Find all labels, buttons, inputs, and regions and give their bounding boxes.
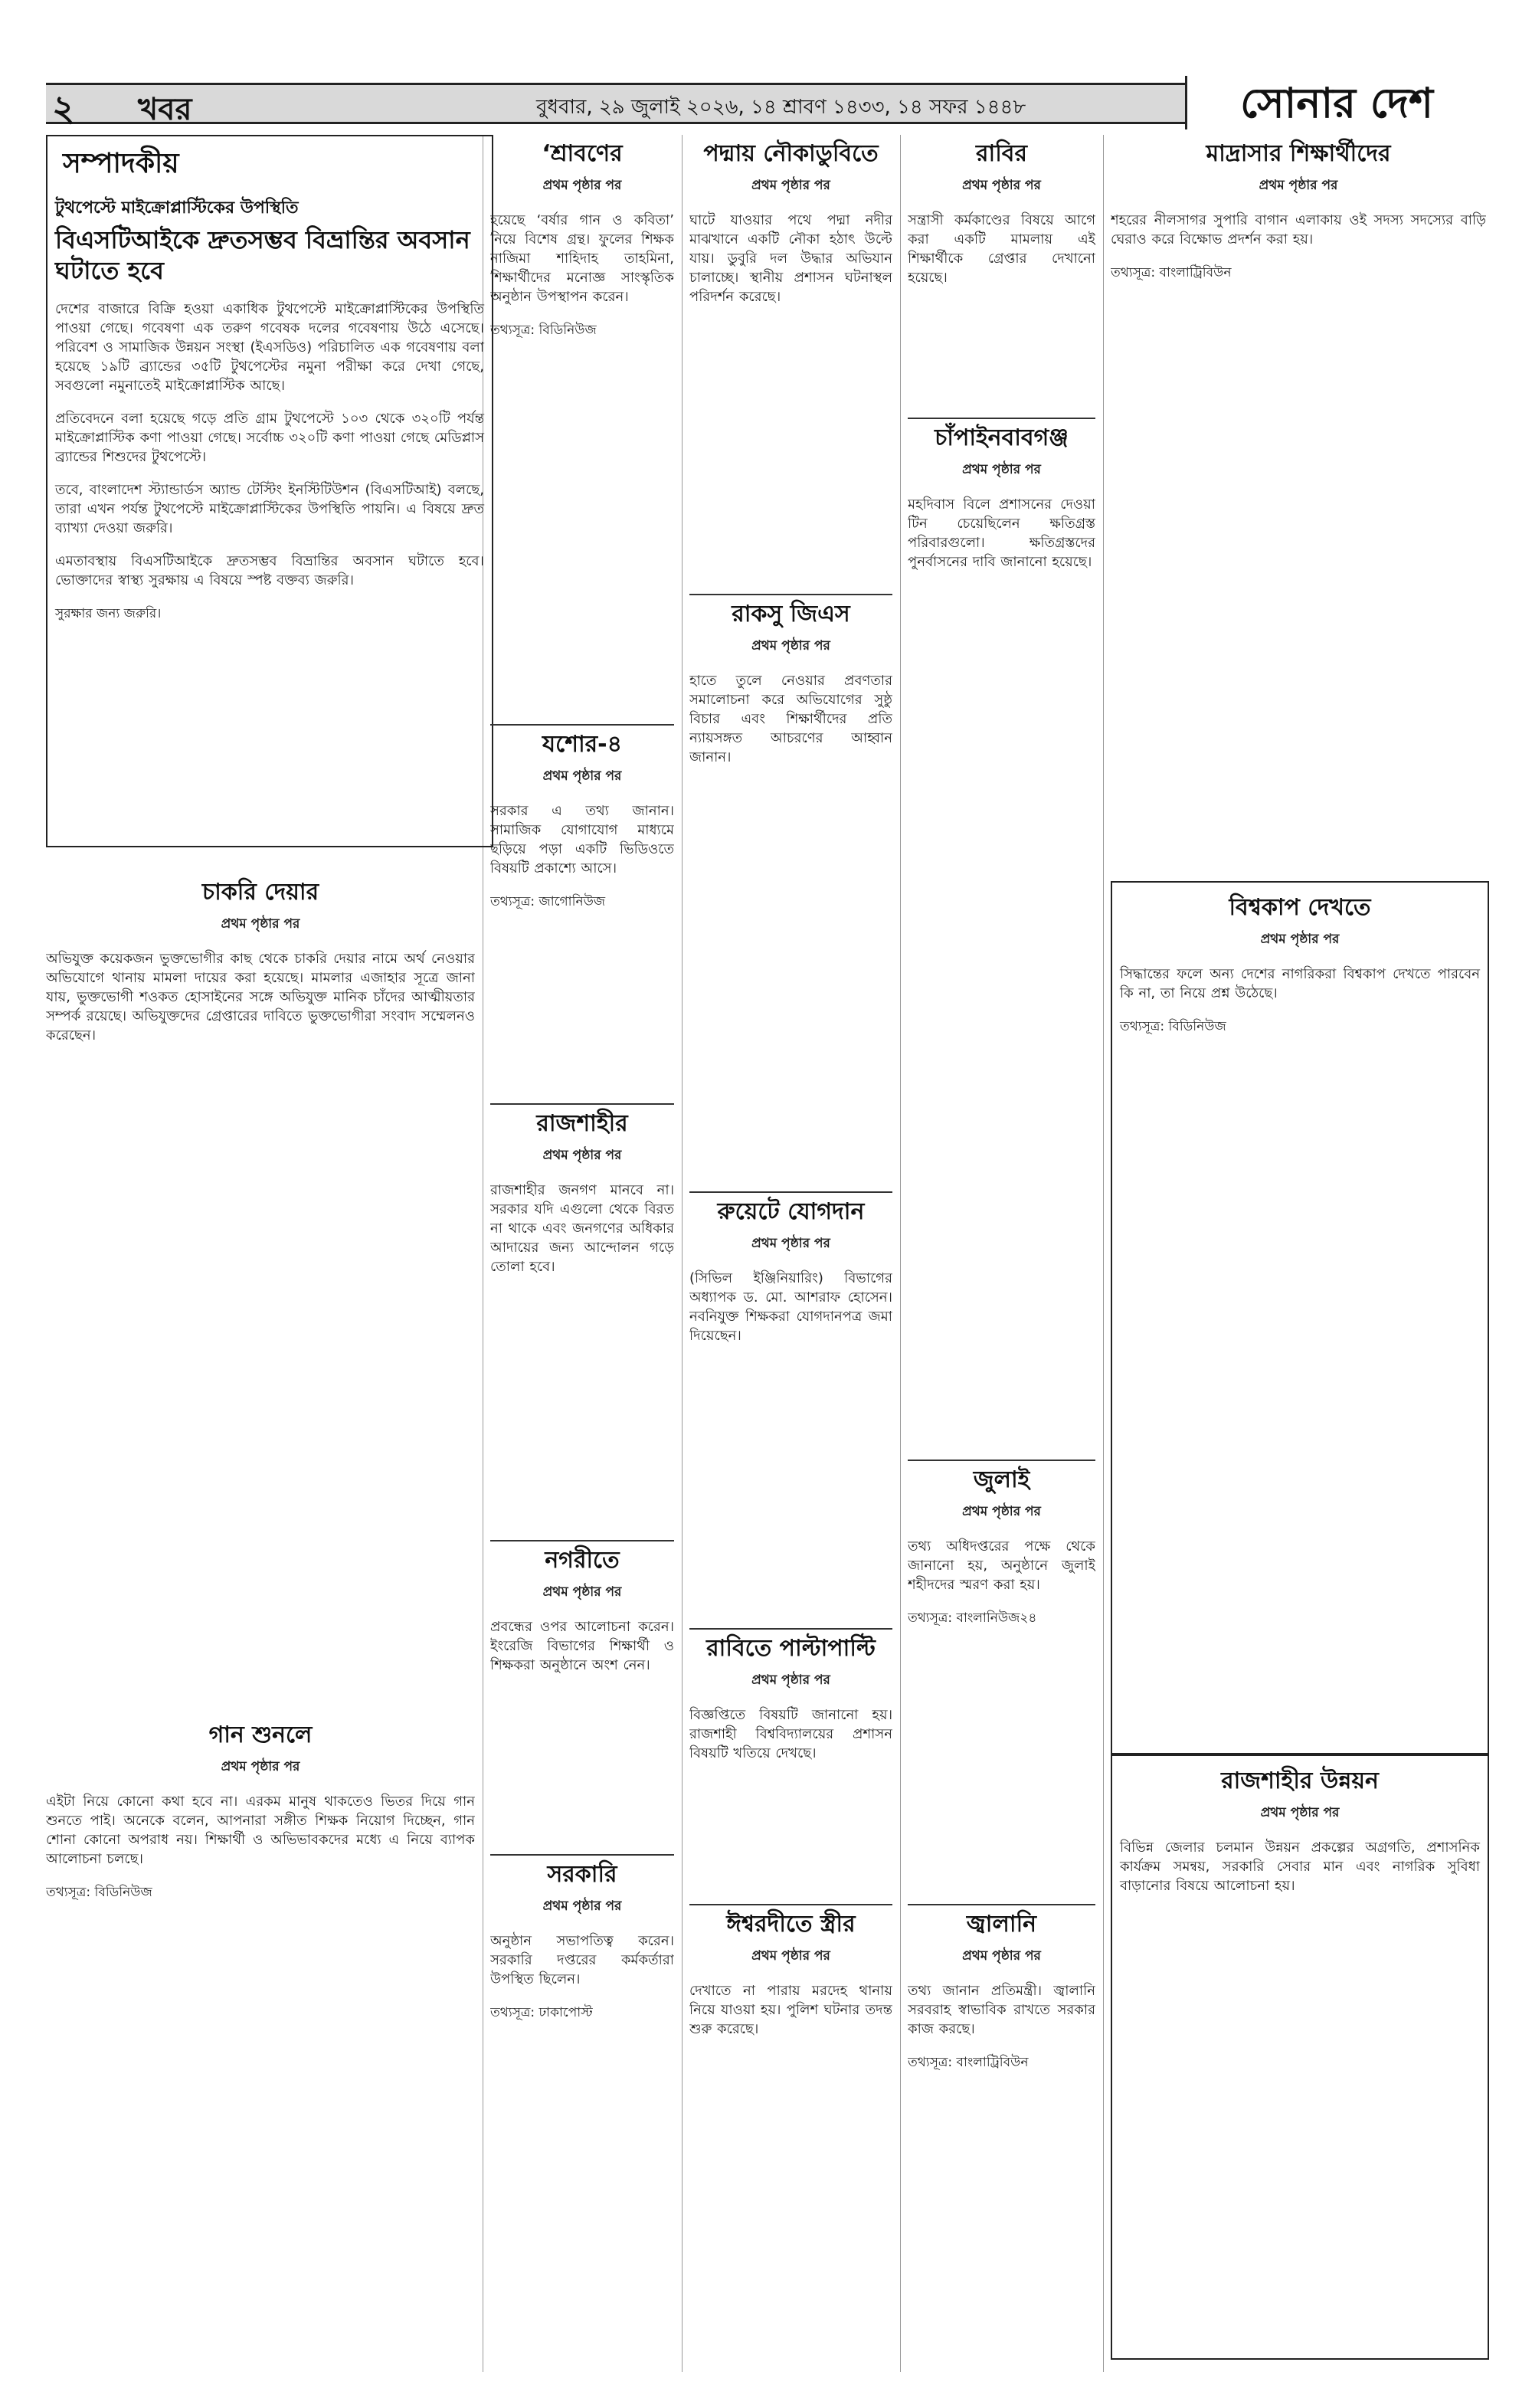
editorial-box: [46, 135, 493, 847]
article-rabite: [689, 1628, 892, 1898]
article-title: সরকারি: [547, 1861, 617, 1888]
article-rajunnayan: [1111, 1754, 1489, 2360]
column-rule: [900, 135, 901, 2372]
continued-note: প্রথম পৃষ্ঠার পর: [751, 178, 830, 193]
article-madrasa: [1111, 135, 1486, 870]
article-credit: তথ্যসূত্র: ঢাকাপোস্ট: [490, 2005, 593, 2020]
continued-note: প্রথম পৃষ্ঠার পর: [542, 1148, 622, 1163]
article-jashor: [490, 724, 674, 1093]
article-title: নগরীতে: [545, 1547, 620, 1574]
article-ruyete: [689, 1191, 892, 1622]
continued-note: প্রথম পৃষ্ঠার পর: [542, 768, 622, 784]
article-title: পদ্মায় নৌকাডুবিতে: [703, 140, 879, 167]
article-title: রুয়েটে যোগদান: [717, 1198, 865, 1225]
article-body: মহদিবাস বিলে প্রশাসনের দেওয়া টিন চেয়েছিলেন ক্ষতিগ্রস্ত পরিবারগুলো। ক্ষতিগ্রস্তদের পুনর্বাসনের দাবি জানানো হয়েছে।: [908, 496, 1095, 570]
editorial-paragraph: প্রতিবেদনে বলা হয়েছে গড়ে প্রতি গ্রাম টুথপেস্টে ১০৩ থেকে ৩২০টি পর্যন্ত মাইক্রোপ্লাস্টিক কণা পাওয়া গেছে। সর্বোচ্চ ৩২০টি কণা পাওয়া গেছে মেডিপ্লাস ব্র্যান্ডের শিশুদের টুথপেস্টে।: [55, 411, 484, 465]
article-credit: তথ্যসূত্র: বাংলাট্রিবিউন: [1111, 265, 1232, 280]
article-body: হয়েছে ‘বর্ষার গান ও কবিতা’ নিয়ে বিশেষ গ্রন্থ। ফুলের শিক্ষক নাজিমা শাহিদাহ তাহমিনা, শিক্ষার্থীদের মনোজ্ঞ সাংস্কৃতিক অনুষ্ঠান উপস্থাপন করেন।: [490, 212, 674, 305]
article-sarkari: [490, 1854, 674, 2354]
editorial-label: সম্পাদকীয়: [63, 148, 179, 179]
article-credit: তথ্যসূত্র: বাংলাট্রিবিউন: [908, 2055, 1029, 2070]
article-credit: তথ্যসূত্র: বিডিনিউজ: [490, 323, 597, 338]
article-body: রাজশাহীর জনগণ মানবে না। সরকার যদি এগুলো থেকে বিরত না থাকে এবং জনগণের অধিকার আদায়ের জন্য আন্দোলন গড়ে তোলা হবে।: [490, 1182, 674, 1275]
article-credit: তথ্যসূত্র: বিডিনিউজ: [1120, 1019, 1226, 1034]
continued-note: প্রথম পৃষ্ঠার পর: [1260, 1805, 1340, 1820]
article-title: ‘শ্রাবণের: [542, 140, 623, 167]
continued-note: প্রথম পৃষ্ঠার পর: [221, 1759, 300, 1774]
article-body: এইটা নিয়ে কোনো কথা হবে না। এরকম মানুষ থাকতেও ভিতর দিয়ে গান শুনতে পাই। অনেকে বলেন, আপনারা সঙ্গীত শিক্ষক নিয়োগ দিচ্ছেন, গান শোনা কোনো অপরাধ নয়। শিক্ষার্থী ও অভিভাবকদের মধ্যে এ নিয়ে ব্যাপক আলোচনা চলছে।: [46, 1794, 475, 1867]
continued-note: প্রথম পৃষ্ঠার পর: [751, 1948, 830, 1964]
article-bishwakap: [1111, 881, 1489, 1754]
editorial-paragraph: তবে, বাংলাদেশ স্ট্যান্ডার্ডস অ্যান্ড টেস্টিং ইনস্টিটিউশন (বিএসটিআই) বলছে, তারা এখন পর্যন্ত টুথপেস্টে মাইক্রোপ্লাস্টিকের উপস্থিতি পায়নি। এ বিষয়ে দ্রুত ব্যাখ্যা দেওয়া জরুরি।: [55, 482, 484, 536]
article-nagarite: [490, 1540, 674, 1848]
editorial-paragraph: এমতাবস্থায় বিএসটিআইকে দ্রুতসম্ভব বিভ্রান্তির অবসান ঘটাতে হবে। ভোক্তাদের স্বাস্থ্য সুরক্ষায় এ বিষয়ে স্পষ্ট বক্তব্য জরুরি।: [55, 553, 484, 588]
article-body: (সিভিল ইঞ্জিনিয়ারিং) বিভাগের অধ্যাপক ড. মো. আশরাফ হোসেন। নবনিযুক্ত শিক্ষকরা যোগদানপত্র জমা দিয়েছেন।: [689, 1270, 892, 1344]
editorial-kicker: টুথপেস্টে মাইক্রোপ্লাস্টিকের উপস্থিতি: [55, 198, 299, 218]
article-title: রাকসু জিএস: [732, 601, 850, 627]
article-title: যশোর-৪: [542, 731, 623, 758]
column-rule: [682, 135, 683, 2372]
masthead: [46, 78, 1486, 129]
article-body: সিদ্ধান্তের ফলে অন্য দেশের নাগরিকরা বিশ্বকাপ দেখতে পারবেন কি না, তা নিয়ে প্রশ্ন উঠেছে।: [1120, 966, 1480, 1001]
article-ishwardi: [689, 1904, 892, 2354]
article-chapai: [908, 418, 1095, 1453]
article-body: দেখাতে না পারায় মরদেহ থানায় নিয়ে যাওয়া হয়। পুলিশ ঘটনার তদন্ত শুরু করেছে।: [689, 1983, 892, 2037]
article-credit: তথ্যসূত্র: বাংলানিউজ২৪: [908, 1610, 1037, 1626]
editorial-paragraph: দেশের বাজারে বিক্রি হওয়া একাধিক টুথপেস্টে মাইক্রোপ্লাস্টিকের উপস্থিতি পাওয়া গেছে। গবেষণা এক তরুণ গবেষক দলের গবেষণায় উঠে এসেছে। পরিবেশ ও সামাজিক উন্নয়ন সংস্থা (ইএসডিও) পরিচালিত এক গবেষণায় বলা হয়েছে ১৯টি ব্র্যান্ডের ৩৫টি টুথপেস্টের নমুনা পরীক্ষা করে দেখা গেছে, সবগুলো নমুনাতেই মাইক্রোপ্লাস্টিক আছে।: [55, 301, 484, 394]
continued-note: প্রথম পৃষ্ঠার পর: [542, 1899, 622, 1914]
continued-note: প্রথম পৃষ্ঠার পর: [221, 916, 300, 932]
article-body: হাতে তুলে নেওয়ার প্রবণতার সমালোচনা করে অভিযোগের সুষ্ঠু বিচার এবং শিক্ষার্থীদের প্রতি ন্যায়সঙ্গত আচরণের আহ্বান জানান।: [689, 673, 892, 765]
editorial-title: বিএসটিআইকে দ্রুতসম্ভব বিভ্রান্তির অবসান ঘটাতে হবে: [55, 225, 470, 285]
continued-note: প্রথম পৃষ্ঠার পর: [751, 638, 830, 654]
continued-note: প্রথম পৃষ্ঠার পর: [962, 1504, 1041, 1519]
continued-note: প্রথম পৃষ্ঠার পর: [962, 178, 1041, 193]
article-rajshahir: [490, 1103, 674, 1534]
article-body: তথ্য জানান প্রতিমন্ত্রী। জ্বালানি সরবরাহ স্বাভাবিক রাখতে সরকার কাজ করছে।: [908, 1983, 1095, 2037]
section-name: খবর: [138, 92, 192, 127]
article-title: রাজশাহীর: [536, 1110, 628, 1137]
article-credit: তথ্যসূত্র: বিডিনিউজ: [46, 1885, 152, 1900]
editorial-credit: সুরক্ষার জন্য জরুরি।: [55, 606, 162, 621]
article-body: বিজ্ঞপ্তিতে বিষয়টি জানানো হয়। রাজশাহী বিশ্ববিদ্যালয়ের প্রশাসন বিষয়টি খতিয়ে দেখছে।: [689, 1707, 892, 1761]
article-gaan: [46, 1716, 475, 2352]
continued-note: প্রথম পৃষ্ঠার পর: [751, 1236, 830, 1251]
article-title: চাকরি দেয়ার: [201, 879, 319, 906]
article-body: বিভিন্ন জেলার চলমান উন্নয়ন প্রকল্পের অগ্রগতি, প্রশাসনিক কার্যক্রম সমন্বয়, সরকারি সেবার মান এবং নাগরিক সুবিধা বাড়ানোর বিষয়ে আলোচনা হয়।: [1120, 1840, 1480, 1894]
article-title: চাঁপাইনবাবগঞ্জ: [935, 424, 1069, 451]
article-padma: [689, 135, 892, 587]
article-title: রাবিতে পাল্টাপাল্টি: [706, 1635, 876, 1662]
page-number: ২: [52, 87, 75, 129]
article-shraban: [490, 135, 674, 709]
article-body: প্রবন্ধের ওপর আলোচনা করেন। ইংরেজি বিভাগের শিক্ষার্থী ও শিক্ষকরা অনুষ্ঠানে অংশ নেন।: [490, 1619, 674, 1673]
column-rule: [1103, 135, 1104, 2372]
continued-note: প্রথম পৃষ্ঠার পর: [751, 1672, 830, 1688]
article-body: অভিযুক্ত কয়েকজন ভুক্তভোগীর কাছ থেকে চাকরি দেয়ার নামে অর্থ নেওয়ার অভিযোগে থানায় মামলা দায়ের করা হয়েছে। মামলার এজাহার সূত্রে জানা যায়, ভুক্তভোগী শওকত হোসাইনের সঙ্গে অভিযুক্ত মানিক চাঁদের আত্মীয়তার সম্পর্ক রয়েছে। অভিযুক্তদের গ্রেপ্তারের দাবিতে ভুক্তভোগীরা সংবাদ সম্মেলনও করেছেন।: [46, 951, 475, 1043]
article-body: ঘাটে যাওয়ার পথে পদ্মা নদীর মাঝখানে একটি নৌকা হঠাৎ উল্টে যায়। ডুবুরি দল উদ্ধার অভিযান চালাচ্ছে। স্থানীয় প্রশাসন ঘটনাস্থল পরিদর্শন করেছে।: [689, 212, 892, 305]
article-title: রাবির: [976, 140, 1027, 167]
article-title: রাজশাহীর উন্নয়ন: [1221, 1768, 1379, 1794]
article-body: সন্ত্রাসী কর্মকাণ্ডের বিষয়ে আগে করা একটি মামলায় এই শিক্ষার্থীকে গ্রেপ্তার দেখানো হয়েছে।: [908, 212, 1095, 286]
article-title: মাদ্রাসার শিক্ষার্থীদের: [1206, 140, 1391, 167]
continued-note: প্রথম পৃষ্ঠার পর: [1260, 932, 1340, 947]
article-julai: [908, 1460, 1095, 1898]
article-title: জুলাই: [973, 1466, 1030, 1493]
article-title: বিশ্বকাপ দেখতে: [1229, 894, 1371, 921]
article-title: ঈশ্বরদীতে স্ত্রীর: [726, 1911, 856, 1938]
article-jalani: [908, 1904, 1095, 2354]
article-rabir: [908, 135, 1095, 411]
newspaper-logo: সোনার দেশ: [1185, 76, 1486, 129]
continued-note: প্রথম পৃষ্ঠার পর: [962, 462, 1041, 477]
continued-note: প্রথম পৃষ্ঠার পর: [542, 178, 622, 193]
issue-date: বুধবার, ২৯ জুলাই ২০২৬, ১৪ শ্রাবণ ১৪৩৩, ১৪ সফর ১৪৪৮: [536, 96, 1026, 119]
continued-note: প্রথম পৃষ্ঠার পর: [542, 1584, 622, 1600]
article-raksu: [689, 594, 892, 1185]
article-title: গান শুনলে: [208, 1722, 313, 1748]
article-body: সরকার এ তথ্য জানান। সামাজিক যোগাযোগ মাধ্যমে ছড়িয়ে পড়া একটি ভিডিওতে বিষয়টি প্রকাশ্যে আসে।: [490, 803, 674, 876]
article-body: তথ্য অধিদপ্তরের পক্ষে থেকে জানানো হয়, অনুষ্ঠানে জুলাই শহীদদের স্মরণ করা হয়।: [908, 1538, 1095, 1593]
article-credit: তথ্যসূত্র: জাগোনিউজ: [490, 894, 606, 909]
continued-note: প্রথম পৃষ্ঠার পর: [1259, 178, 1338, 193]
article-chakri: [46, 873, 475, 1716]
continued-note: প্রথম পৃষ্ঠার পর: [962, 1948, 1041, 1964]
article-body: শহরের নীলসাগর সুপারি বাগান এলাকায় ওই সদস্য সদস্যের বাড়ি ঘেরাও করে বিক্ষোভ প্রদর্শন করা হয়।: [1111, 212, 1486, 247]
article-title: জ্বালানি: [966, 1911, 1037, 1938]
article-body: অনুষ্ঠান সভাপতিত্ব করেন। সরকারি দপ্তরের কর্মকর্তারা উপস্থিত ছিলেন।: [490, 1933, 674, 1987]
